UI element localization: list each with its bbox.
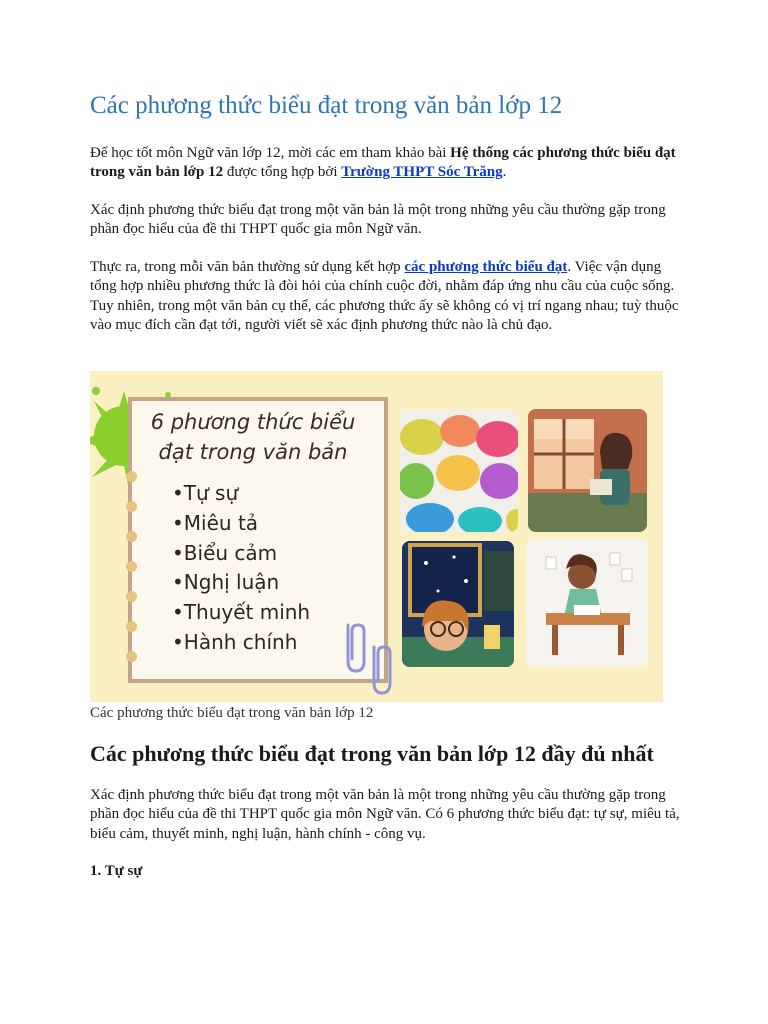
- figure-caption: Các phương thức biểu đạt trong văn bản lớp 12: [90, 705, 374, 721]
- method-item: • Hành chính: [172, 628, 310, 658]
- para3-text: Thực ra, trong mỗi văn bản thường sử dụng kết hợp: [90, 259, 405, 275]
- methods-link[interactable]: các phương thức biểu đạt: [404, 259, 568, 275]
- para3-text-end: . Việc vận dụng tổng hợp nhiều phương thức là đòi hỏi của chính cuộc đời, nhằm đáp ứng nhu cầu của cuộc sống. Tuy nhiên, trong một văn bản cụ thể, các phương thức ấy sẽ không có vị trí ngang nhau; tuỳ thuộc vào mục đích cần đạt tới, người viết sẽ xác định phương thức nào là chủ đạo.: [90, 259, 679, 333]
- girl-at-desk-illustration: [526, 539, 648, 667]
- article-title: Các phương thức biểu đạt trong văn bản lớp 12: [90, 92, 563, 119]
- card-heading-line-1: 6 phương thức biểu: [150, 410, 356, 434]
- binder-hole: [126, 621, 137, 632]
- intro-text: Để học tốt môn Ngữ văn lớp 12, mời các em tham khảo bài: [90, 145, 451, 161]
- paragraph-2: Xác định phương thức biểu đạt trong một văn bản là một trong những yêu cầu thường gặp trong phần đọc hiểu của đề thi THPT quốc gia môn Ngữ văn.: [90, 202, 666, 238]
- school-link[interactable]: Trường THPT Sóc Trăng: [341, 164, 503, 181]
- paragraph-3: [90, 258, 680, 335]
- card-heading: [138, 407, 368, 467]
- paint-palette-image: [400, 409, 518, 532]
- binder-hole: [126, 561, 137, 572]
- intro-paragraph: [90, 144, 680, 183]
- girl-reading-illustration: [528, 409, 647, 532]
- binder-hole: [126, 501, 137, 512]
- section-heading: Các phương thức biểu đạt trong văn bản lớp 12 đầy đủ nhất: [90, 741, 654, 766]
- binder-hole: [126, 531, 137, 542]
- binder-hole: [126, 591, 137, 602]
- intro-bold-title: Hệ thống các phương thức biểu đạt trong văn bản lớp 12: [90, 145, 676, 181]
- intro-text-end: .: [502, 164, 507, 181]
- child-night-illustration: [402, 541, 514, 667]
- binder-hole: [126, 471, 137, 482]
- paragraph-4: Xác định phương thức biểu đạt trong một văn bản là một trong những yêu cầu thường gặp trong phần đọc hiểu của đề thi THPT quốc gia môn Ngữ văn. Có 6 phương thức biểu đạt: tự sự, miêu tả, biểu cảm, thuyết minh, nghị luận, hành chính - công vụ.: [90, 787, 680, 842]
- paperclip-icon: [334, 621, 394, 699]
- intro-text-middle: được tổng hợp bởi: [223, 164, 342, 181]
- method-item: • Biểu cảm: [172, 539, 310, 569]
- method-item: • Nghị luận: [172, 568, 310, 598]
- method-item: • Miêu tả: [172, 509, 310, 539]
- binder-hole: [126, 651, 137, 662]
- method-item: • Thuyết minh: [172, 598, 310, 628]
- card-heading-line-2: đạt trong văn bản: [158, 440, 348, 464]
- subheading-tu-su: 1. Tự sự: [90, 863, 143, 879]
- infographic-image: [90, 371, 663, 702]
- method-item: • Tự sự: [172, 479, 310, 509]
- methods-list: [172, 479, 310, 658]
